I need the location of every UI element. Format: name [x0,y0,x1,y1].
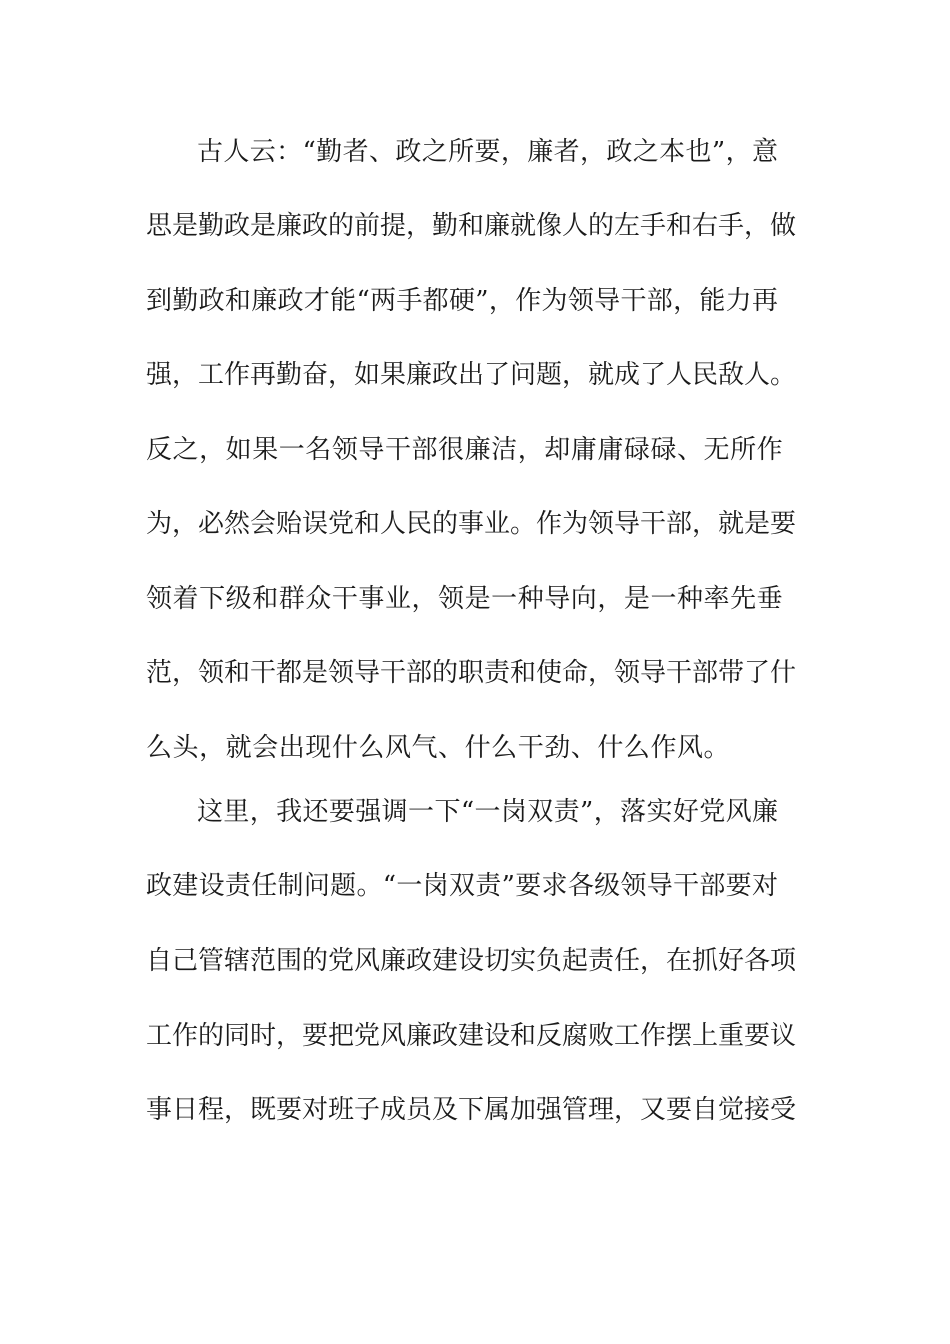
text-line: 为，必然会贻误党和人民的事业。作为领导干部，就是要 [146,509,797,539]
paragraph-1-line-5 [0,430,950,470]
paragraph-2-line-5 [0,1090,950,1130]
paragraph-1-line-8 [0,653,950,693]
paragraph-1-line-3 [0,281,950,321]
text-line: 到勤政和廉政才能“两手都硬”，作为领导干部，能力再 [146,286,778,316]
paragraph-2-line-1 [0,792,950,832]
text-line: 领着下级和群众干事业，领是一种导向，是一种率先垂 [146,584,784,614]
text-line: 反之，如果一名领导干部很廉洁，却庸庸碌碌、无所作 [146,435,784,465]
text-line: 政建设责任制问题。“一岗双责”要求各级领导干部要对 [146,871,778,901]
paragraph-1-line-9 [0,728,950,768]
text-line: 古人云：“勤者、政之所要，廉者，政之本也”，意 [197,137,778,167]
text-line: 事日程，既要对班子成员及下属加强管理，又要自觉接受 [146,1095,797,1125]
paragraph-2-line-3 [0,941,950,981]
paragraph-1-line-6 [0,504,950,544]
paragraph-1-line-2 [0,206,950,246]
paragraph-1-line-1 [0,132,950,172]
paragraph-2-line-2 [0,866,950,906]
text-line: 范，领和干都是领导干部的职责和使命，领导干部带了什 [146,658,797,688]
paragraph-2-line-4 [0,1016,950,1056]
text-line: 思是勤政是廉政的前提，勤和廉就像人的左手和右手，做 [146,211,797,241]
text-line: 强，工作再勤奋，如果廉政出了问题，就成了人民敌人。 [146,360,797,390]
paragraph-1-line-4 [0,355,950,395]
paragraph-1-line-7 [0,579,950,619]
text-line: 工作的同时，要把党风廉政建设和反腐败工作摆上重要议 [146,1021,797,1051]
text-line: 么头，就会出现什么风气、什么干劲、什么作风。 [146,733,731,763]
text-line: 自己管辖范围的党风廉政建设切实负起责任，在抓好各项 [146,946,797,976]
text-line: 这里，我还要强调一下“一岗双责”，落实好党风廉 [197,797,778,827]
